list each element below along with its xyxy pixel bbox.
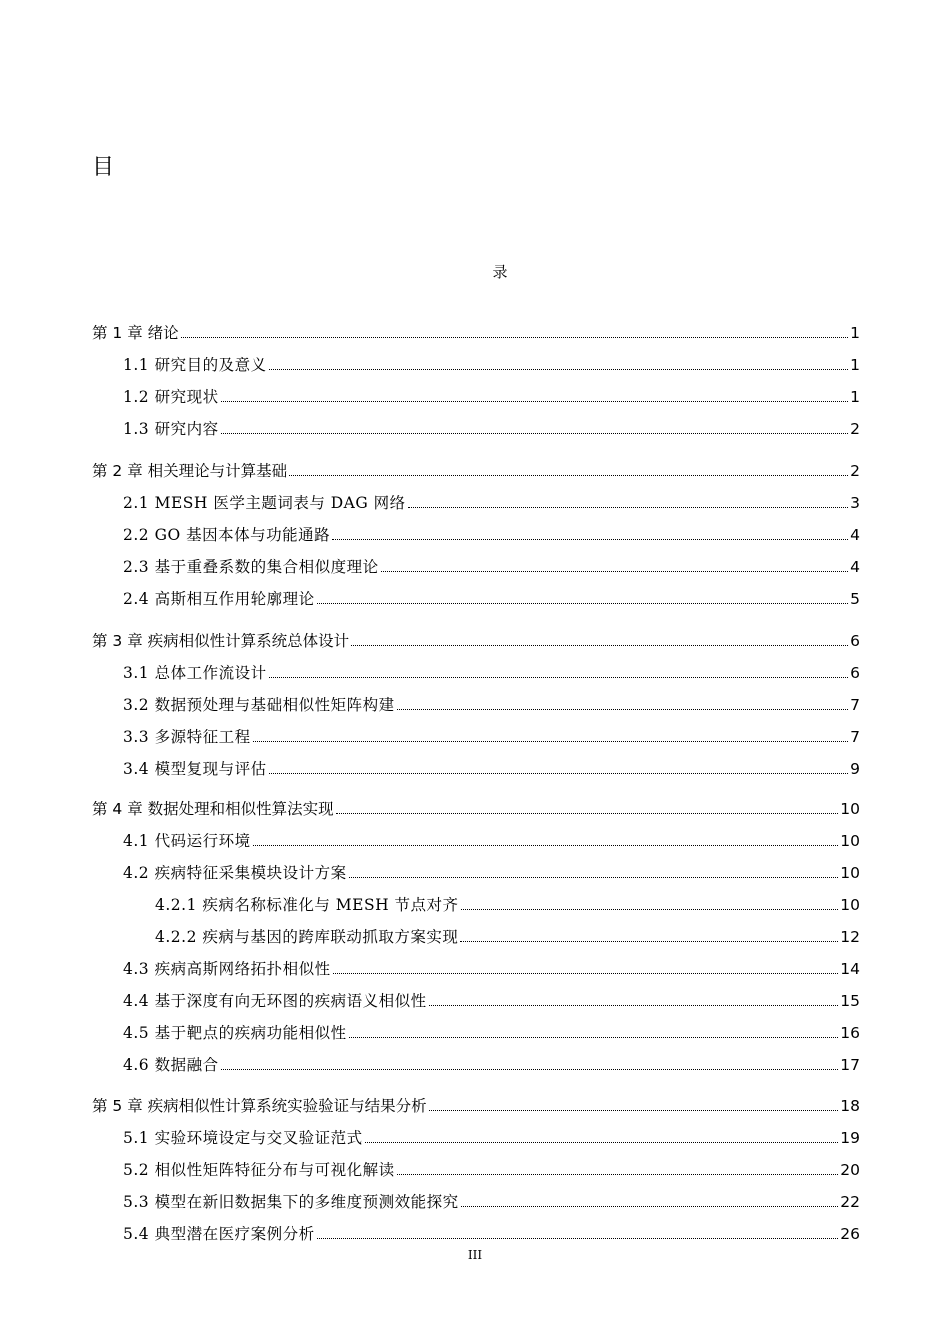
toc-entry-title: 4.6 数据融合 [123,1056,219,1074]
toc-dot-leader [253,741,849,742]
toc-entry-page: 5 [850,590,860,608]
footer-page-number: III [467,1248,483,1262]
toc-entry[interactable] [123,725,860,749]
toc-entry-title: 2.3 基于重叠系数的集合相似度理论 [123,558,379,576]
toc-dot-leader [351,645,848,646]
toc-entry[interactable] [155,893,860,917]
toc-entry[interactable] [123,1126,860,1150]
toc-entry[interactable] [92,459,860,483]
toc-entry[interactable] [92,321,860,345]
toc-entry-title: 5.2 相似性矩阵特征分布与可视化解读 [123,1161,395,1179]
toc-entry[interactable] [155,925,860,949]
toc-dot-leader [221,401,849,402]
toc-entry[interactable] [123,989,860,1013]
toc-entry[interactable] [123,417,860,441]
toc-dot-leader [461,1206,839,1207]
toc-entry-page: 2 [850,462,860,480]
toc-dot-leader [317,1238,839,1239]
toc-dot-leader [289,475,848,476]
toc-entry-title: 第 1 章 绪论 [92,324,179,342]
toc-dot-leader [221,433,849,434]
toc-dot-leader [365,1142,839,1143]
toc-entry[interactable] [123,661,860,685]
toc-entry[interactable] [123,1222,860,1246]
toc-entry-page: 17 [840,1056,860,1074]
toc-entry-title: 2.4 高斯相互作用轮廓理论 [123,590,315,608]
toc-dot-leader [221,1069,839,1070]
toc-entry[interactable] [123,829,860,853]
toc-entry-page: 22 [840,1193,860,1211]
toc-dot-leader [460,941,838,942]
toc-dot-leader [461,909,839,910]
toc-entry[interactable] [92,1094,860,1118]
toc-entry-title: 4.3 疾病高斯网络拓扑相似性 [123,960,331,978]
toc-entry-title: 1.1 研究目的及意义 [123,356,267,374]
toc-heading-second-char: 录 [492,263,508,281]
toc-entry-page: 4 [850,526,860,544]
toc-entry-title: 5.1 实验环境设定与交叉验证范式 [123,1129,363,1147]
toc-entry-page: 9 [850,760,860,778]
toc-entry[interactable] [123,1190,860,1214]
toc-dot-leader [408,507,848,508]
toc-entry[interactable] [92,797,860,821]
toc-entry-title: 第 4 章 数据处理和相似性算法实现 [92,800,334,818]
toc-entry-page: 14 [840,960,860,978]
toc-entry-title: 4.2 疾病特征采集模块设计方案 [123,864,347,882]
toc-entry-page: 12 [840,928,860,946]
toc-entry-title: 4.4 基于深度有向无环图的疾病语义相似性 [123,992,427,1010]
toc-entry-title: 3.3 多源特征工程 [123,728,251,746]
toc-entry-page: 3 [850,494,860,512]
toc-entry[interactable] [123,491,860,515]
toc-dot-leader [332,539,848,540]
toc-entry-title: 2.1 MESH 医学主题词表与 DAG 网络 [123,494,406,512]
toc-entry-title: 2.2 GO 基因本体与功能通路 [123,526,331,544]
toc-entry-title: 1.3 研究内容 [123,420,219,438]
toc-entry-title: 第 2 章 相关理论与计算基础 [92,462,288,480]
toc-entry[interactable] [123,957,860,981]
toc-entry-page: 15 [840,992,860,1010]
toc-entry-page: 7 [850,696,860,714]
toc-dot-leader [253,845,839,846]
toc-dot-leader [336,813,839,814]
toc-entry-page: 1 [850,388,860,406]
toc-entry-page: 10 [840,864,860,882]
toc-entry-page: 6 [850,632,860,650]
toc-dot-leader [397,1174,839,1175]
toc-entry[interactable] [123,1158,860,1182]
toc-dot-leader [333,973,839,974]
toc-entry-page: 20 [840,1161,860,1179]
toc-entry-page: 10 [840,896,860,914]
toc-entry-page: 19 [840,1129,860,1147]
toc-dot-leader [349,877,839,878]
toc-entry[interactable] [123,353,860,377]
toc-entry-title: 第 3 章 疾病相似性计算系统总体设计 [92,632,350,650]
toc-entry-title: 4.1 代码运行环境 [123,832,251,850]
toc-entry-title: 3.1 总体工作流设计 [123,664,267,682]
toc-dot-leader [269,369,849,370]
toc-dot-leader [397,709,849,710]
toc-entry-page: 18 [840,1097,860,1115]
toc-entry[interactable] [123,1021,860,1045]
toc-entry-page: 16 [840,1024,860,1042]
toc-entry-page: 2 [850,420,860,438]
toc-entry-page: 1 [850,324,860,342]
toc-entry[interactable] [123,1053,860,1077]
toc-entry-page: 10 [840,800,860,818]
toc-entry[interactable] [123,757,860,781]
toc-entry-title: 3.2 数据预处理与基础相似性矩阵构建 [123,696,395,714]
toc-entry[interactable] [123,555,860,579]
toc-entry-page: 6 [850,664,860,682]
toc-dot-leader [429,1005,839,1006]
toc-entry[interactable] [123,861,860,885]
toc-entry-title: 5.3 模型在新旧数据集下的多维度预测效能探究 [123,1193,459,1211]
toc-entry-page: 1 [850,356,860,374]
toc-entry-page: 7 [850,728,860,746]
toc-dot-leader [181,337,848,338]
toc-entry-title: 5.4 典型潜在医疗案例分析 [123,1225,315,1243]
toc-dot-leader [317,603,849,604]
toc-entry-title: 第 5 章 疾病相似性计算系统实验验证与结果分析 [92,1097,427,1115]
toc-entry-page: 26 [840,1225,860,1243]
toc-entry-title: 4.5 基于靶点的疾病功能相似性 [123,1024,347,1042]
toc-entry-title: 4.2.1 疾病名称标准化与 MESH 节点对齐 [155,896,459,914]
toc-entry-title: 1.2 研究现状 [123,388,219,406]
toc-dot-leader [269,773,849,774]
toc-heading-first-char: 目 [92,155,115,180]
toc-dot-leader [429,1110,839,1111]
toc-dot-leader [349,1037,839,1038]
toc-dot-leader [381,571,849,572]
toc-entry-page: 10 [840,832,860,850]
toc-entry[interactable] [123,587,860,611]
toc-entry[interactable] [123,693,860,717]
toc-entry-title: 4.2.2 疾病与基因的跨库联动抓取方案实现 [155,928,459,946]
toc-dot-leader [269,677,849,678]
toc-entry-title: 3.4 模型复现与评估 [123,760,267,778]
toc-entry[interactable] [123,385,860,409]
toc-entry[interactable] [123,523,860,547]
toc-entry-page: 4 [850,558,860,576]
toc-entry[interactable] [92,629,860,653]
